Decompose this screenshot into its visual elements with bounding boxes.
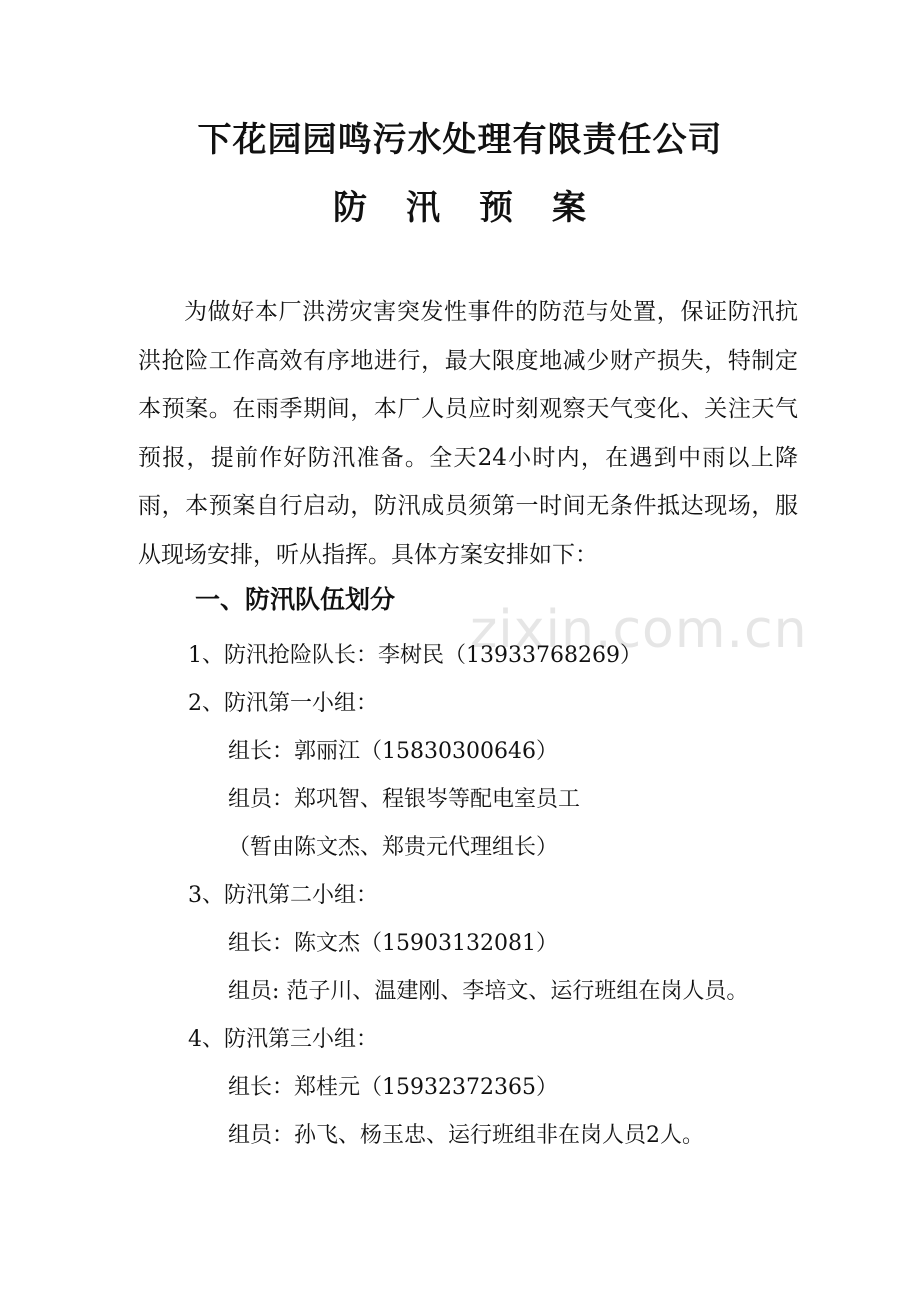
list-item-group-1-leader: 组长：郭丽江（15830300646） bbox=[228, 739, 558, 764]
list-item-group-1: 2、防汛第一小组： bbox=[188, 691, 378, 716]
subtitle-char: 防 bbox=[333, 188, 368, 228]
list-item-group-2: 3、防汛第二小组： bbox=[188, 883, 378, 908]
section-heading: 一、防汛队伍划分 bbox=[195, 585, 396, 614]
list-item-group-1-note: （暂由陈文杰、郑贵元代理组长） bbox=[228, 835, 559, 860]
subtitle-char: 案 bbox=[552, 188, 587, 228]
intro-paragraph: 为做好本厂洪涝灾害突发性事件的防范与处置，保证防汛抗洪抢险工作高效有序地进行，最大限度地减少财产损失，特制定本预案。在雨季期间，本厂人员应时刻观察天气变化、关注天气预报，提前作好防汛准备。全天24小时内，在遇到中雨以上降雨，本预案自行启动，防汛成员须第一时间无条件抵达现场，服从现场安排，听从指挥。具体方案安排如下： bbox=[138, 299, 798, 568]
list-item-group-2-members: 组员: 范子川、温建刚、李培文、运行班组在岗人员。 bbox=[228, 979, 749, 1004]
document-subtitle bbox=[0, 180, 920, 229]
list-item-group-3: 4、防汛第三小组： bbox=[188, 1027, 378, 1052]
list-item-group-2-leader: 组长：陈文杰（15903132081） bbox=[228, 931, 558, 956]
company-title: 下花园园鸣污水处理有限责任公司 bbox=[197, 120, 723, 160]
subtitle-char: 预 bbox=[479, 188, 514, 228]
watermark: zixin.com.cn bbox=[470, 600, 808, 660]
list-item-group-3-leader: 组长：郑桂元（15932372365） bbox=[228, 1075, 558, 1100]
list-item-group-3-members: 组员：孙飞、杨玉忠、运行班组非在岗人员2人。 bbox=[228, 1123, 704, 1148]
list-item-group-1-members: 组员：郑巩智、程银岑等配电室员工 bbox=[228, 787, 581, 812]
list-item-captain: 1、防汛抢险队长：李树民（13933768269） bbox=[188, 643, 642, 668]
subtitle-char: 汛 bbox=[406, 188, 441, 228]
